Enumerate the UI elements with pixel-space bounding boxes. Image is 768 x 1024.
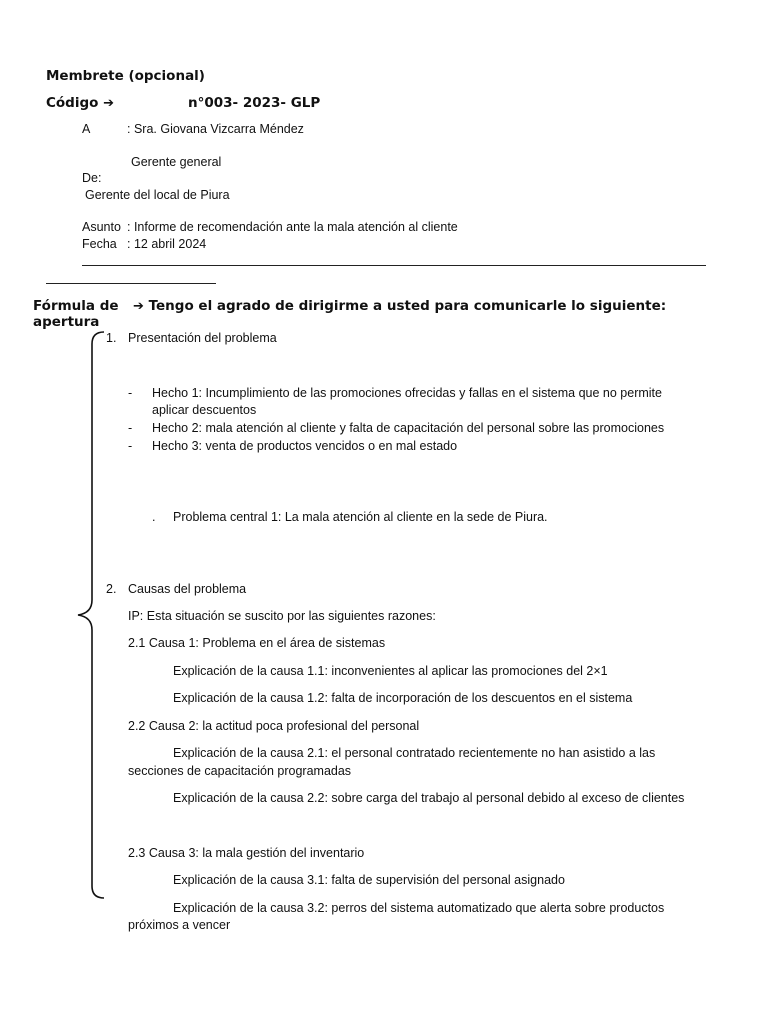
central-problem: Problema central 1: La mala atención al cliente en la sede de Piura. [173, 510, 548, 524]
a-value: : Sra. Giovana Vizcarra Méndez [127, 122, 304, 136]
asunto-label: Asunto [82, 220, 121, 234]
ip-text: IP: Esta situación se suscito por las siguientes razones: [128, 609, 436, 623]
cause-1: 2.1 Causa 1: Problema en el área de sistemas [128, 636, 386, 650]
fact-item-cont: aplicar descuentos [152, 403, 257, 417]
cause-3-2-cont: próximos a vencer [128, 918, 231, 932]
opening-label-2: apertura [33, 314, 100, 330]
fact-bullet: - [128, 386, 133, 400]
arrow-right-icon: ➔ [103, 96, 115, 111]
central-bullet: . [152, 510, 156, 524]
asunto-value: : Informe de recomendación ante la mala atención al cliente [127, 220, 458, 234]
opening-label: Fórmula de [33, 298, 119, 314]
section2-title: Causas del problema [128, 582, 247, 596]
opening-text [133, 298, 666, 314]
arrow-right-icon: ➔ [133, 299, 144, 314]
membrete-label: Membrete (opcional) [46, 68, 205, 84]
fecha-value: : 12 abril 2024 [127, 237, 207, 251]
fact-bullet: - [128, 439, 133, 453]
fact-item: Hecho 2: mala atención al cliente y falta de capacitación del personal sobre las promociones [152, 421, 665, 435]
fact-bullet: - [128, 421, 133, 435]
section1-number: 1. [106, 331, 117, 345]
a-role: Gerente general [131, 155, 222, 169]
cause-3-2: Explicación de la causa 3.2: perros del sistema automatizado que alerta sobre productos [173, 901, 665, 915]
cause-3-1: Explicación de la causa 3.1: falta de supervisión del personal asignado [173, 873, 565, 887]
cause-2: 2.2 Causa 2: la actitud poca profesional del personal [128, 719, 420, 733]
cause-2-1-cont: secciones de capacitación programadas [128, 764, 352, 778]
cause-1-1: Explicación de la causa 1.1: inconvenientes al aplicar las promociones del 2×1 [173, 664, 608, 678]
cause-1-2: Explicación de la causa 1.2: falta de incorporación de los descuentos en el sistema [173, 691, 633, 705]
cause-2-1: Explicación de la causa 2.1: el personal contratado recientemente no han asistido a las [173, 746, 656, 760]
codigo-line [46, 95, 114, 111]
de-label: De: [82, 171, 102, 185]
a-label: A [82, 122, 91, 136]
codigo-label: Código [46, 95, 99, 111]
fecha-label: Fecha [82, 237, 117, 251]
fact-item: Hecho 3: venta de productos vencidos o en mal estado [152, 439, 458, 453]
section2-number: 2. [106, 582, 117, 596]
separator-line [82, 265, 706, 266]
fact-item: Hecho 1: Incumplimiento de las promociones ofrecidas y fallas en el sistema que no permite [152, 386, 662, 400]
separator-line-short [46, 283, 216, 284]
opening-sentence: Tengo el agrado de dirigirme a usted para comunicarle lo siguiente: [148, 298, 667, 314]
section1-title: Presentación del problema [128, 331, 277, 345]
cause-2-2: Explicación de la causa 2.2: sobre carga del trabajo al personal debido al exceso de clientes [173, 791, 685, 805]
codigo-value: n°003- 2023- GLP [188, 95, 321, 111]
de-value: Gerente del local de Piura [85, 188, 230, 202]
curly-brace-icon [74, 330, 106, 900]
cause-3: 2.3 Causa 3: la mala gestión del inventario [128, 846, 365, 860]
